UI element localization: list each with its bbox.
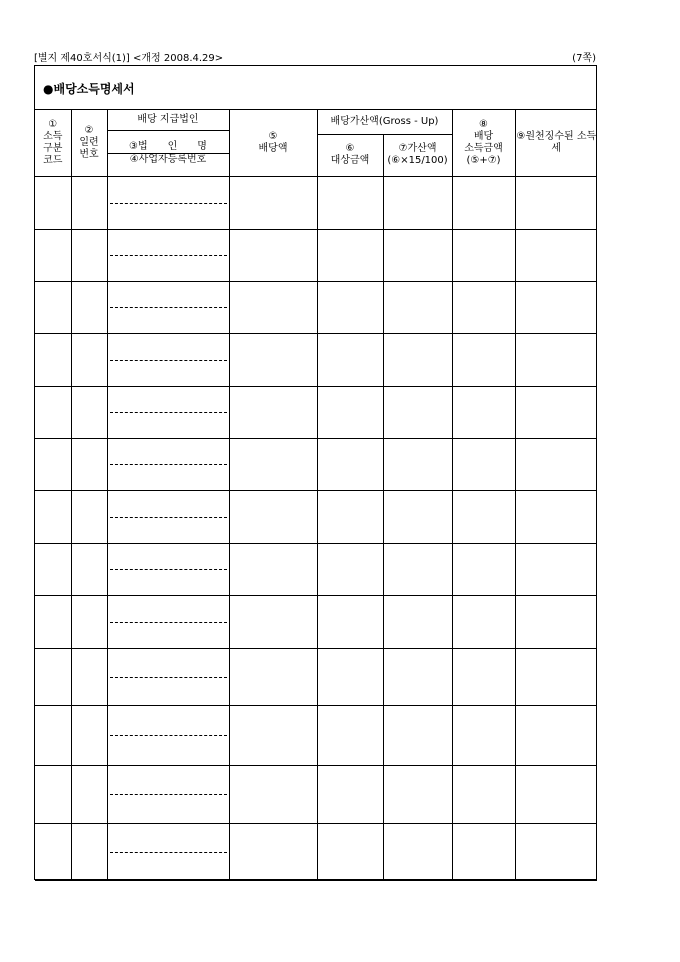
table-cell[interactable] <box>71 229 107 281</box>
dashed-divider <box>110 735 227 736</box>
table-cell[interactable] <box>452 176 515 229</box>
table-cell[interactable] <box>71 823 107 880</box>
table-cell[interactable] <box>452 333 515 386</box>
table-cell[interactable] <box>107 765 229 823</box>
dashed-divider <box>110 412 227 413</box>
table-cell[interactable] <box>317 438 383 490</box>
table-cell[interactable] <box>383 386 452 438</box>
table-cell[interactable] <box>71 281 107 333</box>
dashed-divider <box>110 852 227 853</box>
table-cell[interactable] <box>229 281 317 333</box>
table-row <box>35 595 597 648</box>
table-row <box>35 823 597 880</box>
dashed-divider <box>110 677 227 678</box>
table-cell[interactable] <box>71 490 107 543</box>
table-cell[interactable] <box>515 333 597 386</box>
table-cell[interactable] <box>35 386 71 438</box>
table-cell[interactable] <box>71 543 107 595</box>
table-cell[interactable] <box>515 595 597 648</box>
header-grossup: 배당가산액(Gross - Up) <box>317 110 452 134</box>
dashed-divider <box>110 622 227 623</box>
table-cell[interactable] <box>317 765 383 823</box>
table-cell[interactable] <box>107 281 229 333</box>
header-added-amount: ⑦가산액 (⑥×15/100) <box>383 134 452 176</box>
title-bar <box>35 66 596 110</box>
table-cell[interactable] <box>35 176 71 229</box>
table-cell[interactable] <box>452 648 515 705</box>
table-cell[interactable] <box>317 823 383 880</box>
table-cell[interactable] <box>229 595 317 648</box>
table-cell[interactable] <box>515 705 597 765</box>
table-cell[interactable] <box>317 386 383 438</box>
table-cell[interactable] <box>35 595 71 648</box>
table-cell[interactable] <box>229 648 317 705</box>
table-cell[interactable] <box>515 229 597 281</box>
table-cell[interactable] <box>35 490 71 543</box>
table-cell[interactable] <box>317 490 383 543</box>
dashed-divider <box>110 464 227 465</box>
table-cell[interactable] <box>71 438 107 490</box>
table-cell[interactable] <box>35 823 71 880</box>
table-cell[interactable] <box>71 333 107 386</box>
table-cell[interactable] <box>71 595 107 648</box>
table-cell[interactable] <box>229 176 317 229</box>
form-box <box>34 65 597 880</box>
table-cell[interactable] <box>229 490 317 543</box>
table-row <box>35 705 597 765</box>
page-label: (7쪽) <box>572 53 596 64</box>
table-cell[interactable] <box>383 705 452 765</box>
table-cell[interactable] <box>383 595 452 648</box>
table-cell[interactable] <box>452 490 515 543</box>
table-cell[interactable] <box>515 543 597 595</box>
table-cell[interactable] <box>452 229 515 281</box>
dividend-table <box>35 110 597 881</box>
dashed-divider <box>110 255 227 256</box>
table-cell[interactable] <box>229 386 317 438</box>
table-row <box>35 229 597 281</box>
table-cell[interactable] <box>383 438 452 490</box>
table-cell[interactable] <box>452 705 515 765</box>
form-label: [별지 제40호서식(1)] <개정 2008.4.29> <box>34 53 224 64</box>
table-cell[interactable] <box>317 229 383 281</box>
table-cell[interactable] <box>229 543 317 595</box>
table-cell[interactable] <box>229 229 317 281</box>
table-cell[interactable] <box>229 333 317 386</box>
table-cell[interactable] <box>107 648 229 705</box>
table-cell[interactable] <box>107 823 229 880</box>
table-cell[interactable] <box>35 705 71 765</box>
table-row <box>35 281 597 333</box>
table-row <box>35 648 597 705</box>
table-cell[interactable] <box>515 176 597 229</box>
table-row <box>35 765 597 823</box>
table-cell[interactable] <box>107 438 229 490</box>
table-cell[interactable] <box>317 648 383 705</box>
header-corp-name: ③법 인 명 <box>108 141 229 154</box>
header-dividend-amount: ⑤ 배당액 <box>229 110 317 176</box>
table-cell[interactable] <box>107 176 229 229</box>
table-cell[interactable] <box>383 648 452 705</box>
table-cell[interactable] <box>383 281 452 333</box>
header-serial-no: ② 일련 번호 <box>71 110 107 176</box>
table-cell[interactable] <box>107 490 229 543</box>
table-cell[interactable] <box>383 229 452 281</box>
table-cell[interactable] <box>35 648 71 705</box>
table-cell[interactable] <box>35 543 71 595</box>
header-biz-no: ④사업자등록번호 <box>129 153 207 165</box>
table-cell[interactable] <box>452 438 515 490</box>
form-header <box>34 52 598 66</box>
table-cell[interactable] <box>317 543 383 595</box>
header-corp-cell <box>107 130 229 176</box>
form-title: ●배당소득명세서 <box>43 82 135 96</box>
table-cell[interactable] <box>107 543 229 595</box>
header-dividend-income: ⑧ 배당 소득금액 (⑤+⑦) <box>452 110 515 176</box>
dashed-divider <box>110 360 227 361</box>
table-cell[interactable] <box>452 386 515 438</box>
table-cell[interactable] <box>317 281 383 333</box>
table-cell[interactable] <box>383 333 452 386</box>
table-cell[interactable] <box>317 333 383 386</box>
table-cell[interactable] <box>515 386 597 438</box>
table-cell[interactable] <box>107 333 229 386</box>
table-cell[interactable] <box>71 705 107 765</box>
header-payer: 배당 지급법인 <box>107 110 229 130</box>
table-cell[interactable] <box>229 705 317 765</box>
table-cell[interactable] <box>515 490 597 543</box>
table-cell[interactable] <box>515 438 597 490</box>
table-cell[interactable] <box>317 705 383 765</box>
table-cell[interactable] <box>317 176 383 229</box>
table-row <box>35 386 597 438</box>
table-cell[interactable] <box>229 823 317 880</box>
table-cell[interactable] <box>71 386 107 438</box>
table-cell[interactable] <box>452 281 515 333</box>
table-row <box>35 543 597 595</box>
table-cell[interactable] <box>452 595 515 648</box>
table-cell[interactable] <box>229 765 317 823</box>
table-cell[interactable] <box>107 386 229 438</box>
dashed-divider <box>110 569 227 570</box>
table-cell[interactable] <box>383 176 452 229</box>
table-cell[interactable] <box>515 765 597 823</box>
header-target-amount: ⑥ 대상금액 <box>317 134 383 176</box>
table-cell[interactable] <box>383 543 452 595</box>
table-cell[interactable] <box>35 229 71 281</box>
table-cell[interactable] <box>515 281 597 333</box>
table-cell[interactable] <box>317 595 383 648</box>
table-cell[interactable] <box>71 648 107 705</box>
table-row <box>35 490 597 543</box>
table-cell[interactable] <box>229 438 317 490</box>
table-cell[interactable] <box>515 823 597 880</box>
table-row <box>35 438 597 490</box>
table-cell[interactable] <box>452 765 515 823</box>
table-row <box>35 333 597 386</box>
table-cell[interactable] <box>452 823 515 880</box>
table-cell[interactable] <box>107 229 229 281</box>
table-cell[interactable] <box>35 333 71 386</box>
table-cell[interactable] <box>71 765 107 823</box>
dashed-divider <box>110 517 227 518</box>
dashed-divider <box>110 307 227 308</box>
table-cell[interactable] <box>383 765 452 823</box>
dashed-divider <box>110 203 227 204</box>
table-cell[interactable] <box>35 765 71 823</box>
table-cell[interactable] <box>452 543 515 595</box>
header-withheld-tax: ⑨원천징수된 소득세 <box>515 110 597 176</box>
table-cell[interactable] <box>71 176 107 229</box>
table-cell[interactable] <box>107 595 229 648</box>
header-income-code: ① 소득 구분 코드 <box>35 110 71 176</box>
table-cell[interactable] <box>35 438 71 490</box>
table-row <box>35 176 597 229</box>
table-cell[interactable] <box>107 705 229 765</box>
table-cell[interactable] <box>35 281 71 333</box>
dashed-divider <box>110 794 227 795</box>
table-cell[interactable] <box>383 823 452 880</box>
table-cell[interactable] <box>383 490 452 543</box>
table-cell[interactable] <box>515 648 597 705</box>
